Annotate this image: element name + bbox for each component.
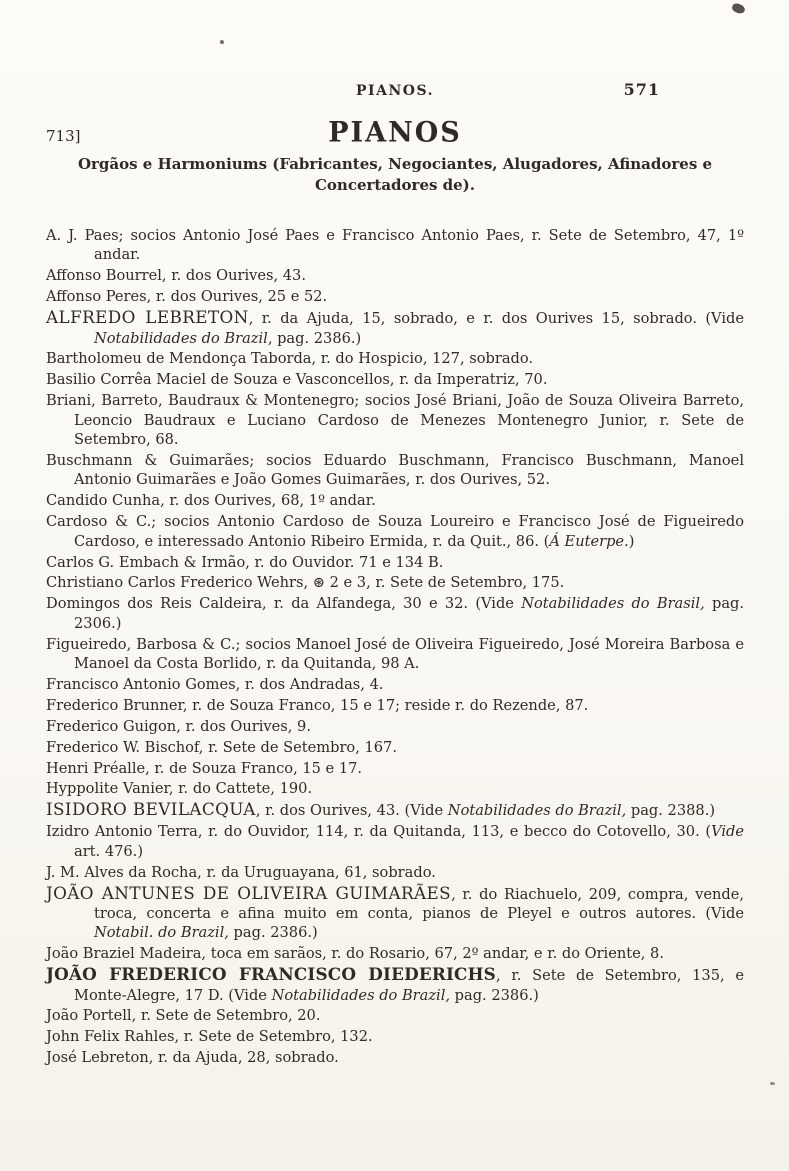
directory-entry	[46, 884, 744, 943]
entry-text: João Braziel Madeira, toca em sarãos, r. do Rosario, 67, 2º andar, e r. do Oriente, 8.	[46, 945, 664, 963]
entry-text: pag. 2388.)	[626, 802, 716, 820]
directory-entry	[46, 370, 744, 389]
entry-text: Candido Cunha, r. dos Ourives, 68, 1º andar.	[46, 492, 376, 510]
directory-entry	[46, 965, 744, 1005]
directory-entry	[46, 1048, 744, 1067]
directory-entry	[46, 779, 744, 798]
entry-text: Notabil. do Brazil,	[94, 924, 229, 942]
entry-text: Izidro Antonio Terra, r. do Ouvidor, 114, r. da Quitanda, 113, e becco do Cotovello, 30. (	[46, 823, 712, 841]
entry-text: pag. 2306.)	[74, 595, 745, 632]
entry-text: Francisco Antonio Gomes, r. dos Andradas, 4.	[46, 675, 384, 693]
entry-text: Frederico W. Bischof, r. Sete de Setembro, 167.	[46, 738, 397, 756]
entry-text: Cardoso & C.; socios Antonio Cardoso de Souza Loureiro e Francisco José de Figueiredo Cardoso, e interessado Antonio Ribeiro Ermida, r. da Quit., 86. (	[46, 513, 744, 550]
entry-text: art. 476.)	[74, 842, 144, 860]
directory-entry	[46, 944, 744, 963]
directory-entry	[46, 635, 744, 674]
directory-entry	[46, 491, 744, 510]
directory-entry	[46, 1006, 744, 1025]
entry-text: Figueiredo, Barbosa & C.; socios Manoel José de Oliveira Figueiredo, José Moreira Barbosa e Manoel da Costa Borlido, r. da Quitanda, 98 A.	[46, 635, 744, 673]
entry-text: Notabilidades do Brazil,	[447, 802, 627, 820]
entry-text: , r. Sete de Setembro, 135, e Monte-Alegre, 17 D. (Vide	[74, 967, 744, 1004]
entry-text: Affonso Peres, r. dos Ourives, 25 e 52.	[46, 288, 328, 306]
entry-list	[46, 226, 744, 1068]
directory-entry	[46, 738, 744, 757]
entry-text: John Felix Rahles, r. Sete de Setembro, 132.	[46, 1028, 373, 1046]
entry-text: )	[628, 532, 635, 550]
page-number: 571	[623, 80, 660, 99]
scan-artifact	[770, 1082, 775, 1085]
entry-text: pag. 2386.)	[450, 986, 539, 1004]
entry-text: , r. da Ajuda, 15, sobrado, e r. dos Ourives 15, sobrado. (Vide	[248, 310, 744, 328]
directory-entry	[46, 800, 744, 820]
entry-text: Notabilidades do Brazil	[94, 329, 268, 347]
directory-entry	[46, 1027, 744, 1046]
directory-entry	[46, 675, 744, 694]
entry-text: , r. dos Ourives, 43. (Vide	[255, 802, 448, 820]
directory-entry	[46, 226, 744, 265]
directory-entry	[46, 573, 744, 592]
entry-text: Domingos dos Reis Caldeira, r. da Alfandega, 30 e 32. (Vide	[46, 595, 522, 613]
directory-entry	[46, 512, 744, 551]
directory-entry	[46, 822, 744, 861]
directory-entry	[46, 759, 744, 778]
entry-text: João Portell, r. Sete de Setembro, 20.	[46, 1007, 321, 1025]
entry-text: Frederico Brunner, r. de Souza Franco, 15 e 17; reside r. do Rezende, 87.	[46, 696, 589, 714]
directory-entry	[46, 863, 744, 882]
entry-text: , pag. 2386.)	[267, 329, 362, 347]
entry-text: Affonso Bourrel, r. dos Ourives, 43.	[46, 267, 306, 285]
directory-entry	[46, 287, 744, 306]
scan-artifact	[731, 2, 746, 15]
page-title: PIANOS	[328, 116, 462, 149]
entry-text: Bartholomeu de Mendonça Taborda, r. do Hospicio, 127, sobrado.	[46, 350, 534, 368]
entry-text: J. M. Alves da Rocha, r. da Uruguayana, 61, sobrado.	[46, 863, 436, 881]
directory-entry	[46, 349, 744, 368]
entry-text: Á Euterpe.	[549, 532, 629, 550]
entry-text: Carlos G. Embach & Irmão, r. do Ouvidor. 71 e 134 B.	[46, 553, 444, 571]
entry-name: JOÃO FREDERICO FRANCISCO DIEDERICHS	[46, 964, 496, 985]
scan-artifact	[220, 40, 224, 44]
directory-entry	[46, 266, 744, 285]
entry-text: Notabilidades do Brasil,	[521, 595, 705, 613]
entry-text: Briani, Barreto, Baudraux & Montenegro; socios José Briani, João de Souza Oliveira Barreto, Leoncio Baudraux e Luciano Cardoso de Menezes Montenegro Junior, r. Sete de Setembro, 68.	[46, 392, 744, 449]
directory-entry	[46, 308, 744, 348]
page-header	[46, 80, 744, 99]
directory-entry	[46, 451, 744, 490]
entry-text: Notabilidades do Brazil,	[271, 986, 451, 1004]
entry-name: JOÃO ANTUNES DE OLIVEIRA GUIMARÃES	[46, 882, 452, 903]
title-row	[46, 117, 744, 148]
entry-text: , r. do Riachuelo, 209, compra, vende, troca, concerta e afina muito em conta, pianos de Pleyel e outros autores. (Vide	[94, 885, 744, 922]
entry-text: Buschmann & Guimarães; socios Eduardo Buschmann, Francisco Buschmann, Manoel Antonio Guimarães e João Gomes Guimarães, r. dos Ourives, 52.	[46, 451, 744, 489]
entry-name: ISIDORO BEVILACQUA	[46, 799, 256, 820]
directory-entry	[46, 717, 744, 736]
entry-text: Christiano Carlos Frederico Wehrs, ⊛ 2 e 3, r. Sete de Setembro, 175.	[46, 574, 565, 592]
entry-name: ALFREDO LEBRETON	[46, 307, 249, 328]
entry-text: Henri Préalle, r. de Souza Franco, 15 e 17.	[46, 759, 363, 777]
directory-entry	[46, 696, 744, 715]
running-head: PIANOS.	[356, 83, 434, 99]
entry-text: Vide	[711, 823, 744, 841]
column-reference: 713]	[46, 127, 81, 145]
directory-entry	[46, 594, 744, 633]
entry-text: Hyppolite Vanier, r. do Cattete, 190.	[46, 780, 313, 798]
directory-entry	[46, 553, 744, 572]
section-subtitle: Orgãos e Harmoniums (Fabricantes, Negociantes, Alugadores, Afinadores e Concertadores de).	[77, 155, 713, 194]
directory-entry	[46, 391, 744, 449]
entry-text: José Lebreton, r. da Ajuda, 28, sobrado.	[46, 1049, 339, 1067]
entry-text: Frederico Guigon, r. dos Ourives, 9.	[46, 717, 311, 735]
entry-text: Basilio Corrêa Maciel de Souza e Vasconcellos, r. da Imperatriz, 70.	[46, 371, 548, 389]
entry-text: A. J. Paes; socios Antonio José Paes e Francisco Antonio Paes, r. Sete de Setembro, 47, 1º andar.	[46, 227, 744, 264]
entry-text: pag. 2386.)	[228, 924, 318, 942]
